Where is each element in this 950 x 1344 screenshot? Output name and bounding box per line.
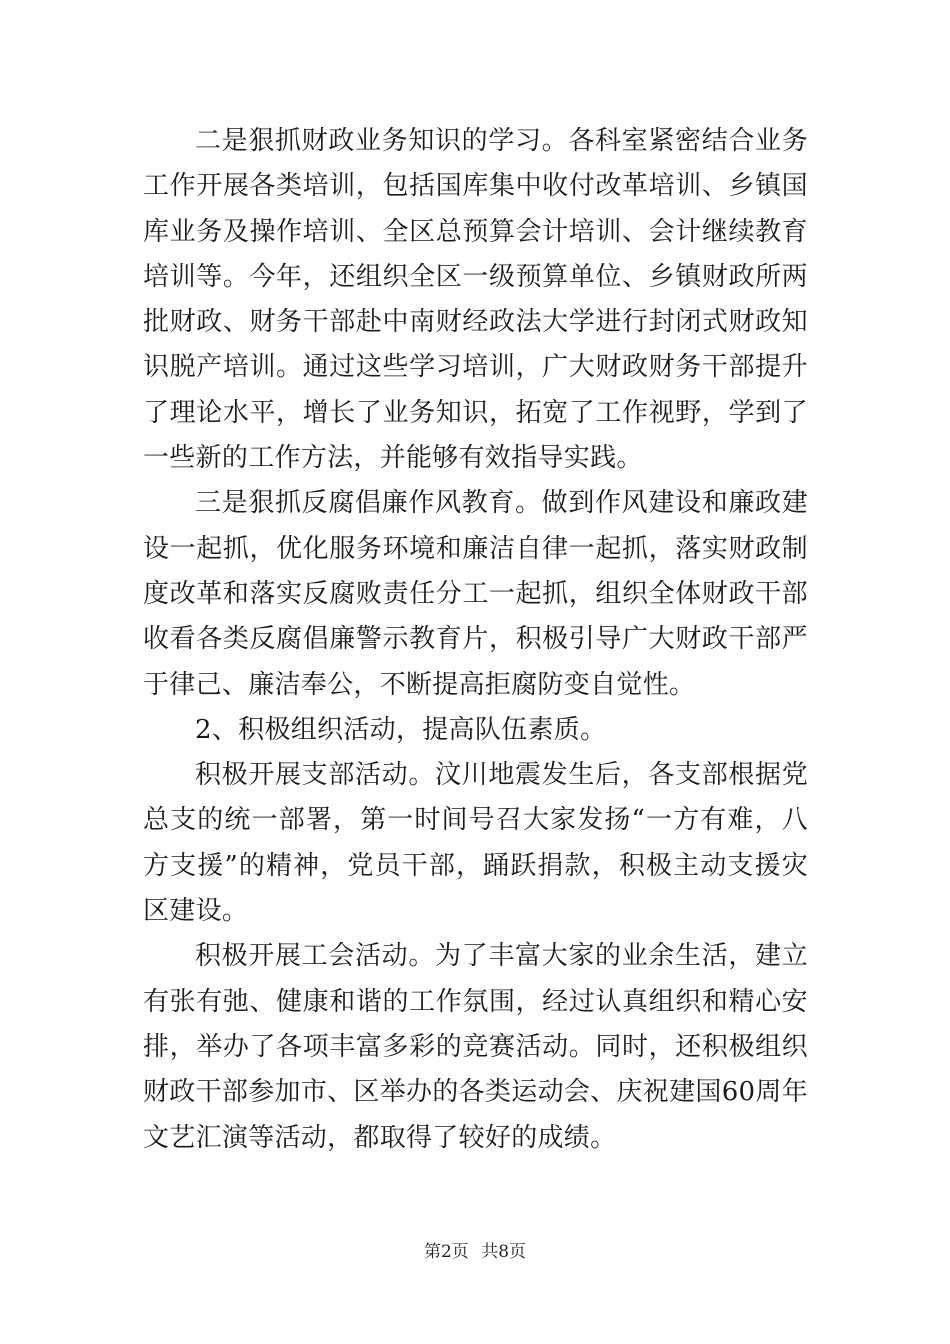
section-heading-organize-activities: 2、积极组织活动，提高队伍素质。 — [195, 714, 607, 745]
paragraph-anti-corruption-education: 三是狠抓反腐倡廉作风教育。做到作风建设和廉政建设一起抓，优化服务环境和廉洁自律一起抓，落实财政制度改革和落实反腐败责任分工一起抓，组织全体财政干部收看各类反腐倡廉警示教育片，积极引导广大财政干部严于律己、廉洁奉公，不断提高拒腐防变自觉性。 — [143, 488, 808, 700]
page-footer — [0, 1240, 950, 1264]
page-total: 共8页 — [481, 1242, 527, 1262]
paragraph-study-business-knowledge: 二是狠抓财政业务知识的学习。各科室紧密结合业务工作开展各类培训，包括国库集中收付改革培训、乡镇国库业务及操作培训、全区总预算会计培训、会计继续教育培训等。今年，还组织全区一级预算单位、乡镇财政所两批财政、财务干部赴中南财经政法大学进行封闭式财政知识脱产培训。通过这些学习培训，广大财政财务干部提升了理论水平，增长了业务知识，拓宽了工作视野，学到了一些新的工作方法，并能够有效指导实践。 — [143, 126, 808, 474]
paragraph-union-activities: 积极开展工会活动。为了丰富大家的业余生活，建立有张有弛、健康和谐的工作氛围，经过认真组织和精心安排，举办了各项丰富多彩的竞赛活动。同时，还积极组织财政干部参加市、区举办的各类运动会、庆祝建国60周年文艺汇演等活动，都取得了较好的成绩。 — [143, 941, 808, 1153]
paragraph-branch-activities: 积极开展支部活动。汶川地震发生后，各支部根据党总支的统一部署，第一时间号召大家发扬“一方有难，八方支援”的精神，党员干部，踊跃捐款，积极主动支援灾区建设。 — [143, 760, 808, 927]
document-body — [143, 119, 808, 1161]
page-number: 第2页 — [423, 1242, 469, 1262]
